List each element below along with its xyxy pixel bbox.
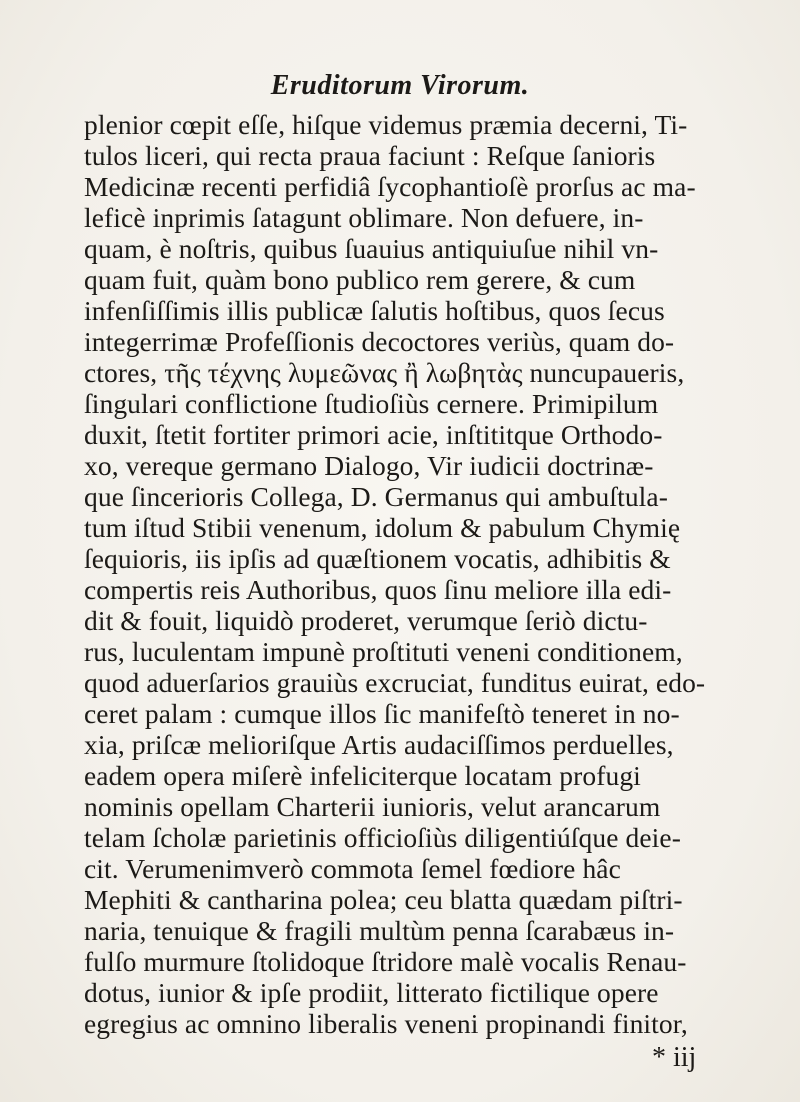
text-line: quam fuit, quàm bono publico rem gerere, & cum (84, 264, 636, 295)
text-line: leficè inprimis ſatagunt oblimare. Non defuere, in- (84, 202, 644, 233)
text-line: cit. Verumenimverò commota ſemel fœdiore hâc (84, 853, 621, 884)
text-line: tum iſtud Stibii venenum, idolum & pabulum Chymię (84, 512, 681, 543)
running-head: Eruditorum Virorum. (270, 70, 530, 101)
text-line: Mephiti & cantharina polea; ceu blatta quædam piſtri- (84, 884, 683, 915)
text-line: nominis opellam Charterii iunioris, velut arancarum (84, 791, 661, 822)
text-line: telam ſcholæ parietinis officioſiùs diligentiúſque deie- (84, 822, 681, 853)
text-line: Medicinæ recenti perfidiâ ſycophantioſè prorſus ac ma- (84, 171, 696, 202)
text-line: xo, vereque germano Dialogo, Vir iudicii doctrinæ- (84, 450, 654, 481)
signature-mark: * iij (652, 1042, 697, 1073)
text-line: que ſincerioris Collega, D. Germanus qui ambuſtula- (84, 481, 668, 512)
text-line: duxit, ſtetit fortiter primori acie, inſtititque Orthodo- (84, 419, 663, 450)
text-line: tulos liceri, qui recta praua faciunt : Reſque ſanioris (84, 140, 656, 171)
text-line: ctores, τῆς τέχνης λυμεῶνας ἢ λωβητὰς nuncupaueris, (84, 357, 685, 388)
text-line: xia, priſcæ melioriſque Artis audaciſſimos perduelles, (84, 729, 674, 760)
text-line: quod aduerſarios grauiùs excruciat, funditus euirat, edo- (84, 667, 706, 698)
text-line: egregius ac omnino liberalis veneni propinandi finitor, (84, 1008, 688, 1039)
text-line: eadem opera miſerè infeliciterque locatam profugi (84, 760, 641, 791)
text-line: ſingulari conflictione ſtudioſiùs cernere. Primipilum (84, 388, 659, 419)
text-line: ceret palam : cumque illos ſic manifeſtò teneret in no- (84, 698, 680, 729)
text-line: rus, luculentam impunè proſtituti veneni conditionem, (84, 636, 683, 667)
text-line: naria, tenuique & fragili multùm penna ſcarabæus in- (84, 915, 675, 946)
text-line: quam, è noſtris, quibus ſuauius antiquiuſue nihil vn- (84, 233, 659, 264)
text-line: dotus, iunior & ipſe prodiit, litterato fictilique opere (84, 977, 659, 1008)
text-line: plenior cœpit eſſe, hiſque videmus præmia decerni, Ti- (84, 109, 688, 140)
text-line: fulſo murmure ſtolidoque ſtridore malè vocalis Renau- (84, 946, 687, 977)
text-line: ſequioris, iis ipſis ad quæſtionem vocatis, adhibitis & (84, 543, 671, 574)
text-line: compertis reis Authoribus, quos ſinu meliore illa edi- (84, 574, 672, 605)
text-line: integerrimæ Profeſſionis decoctores veriùs, quam do- (84, 326, 675, 357)
text-line: dit & fouit, liquidò proderet, verumque ſeriò dictu- (84, 605, 648, 636)
text-line: infenſiſſimis illis publicæ ſalutis hoſtibus, quos ſecus (84, 295, 665, 326)
